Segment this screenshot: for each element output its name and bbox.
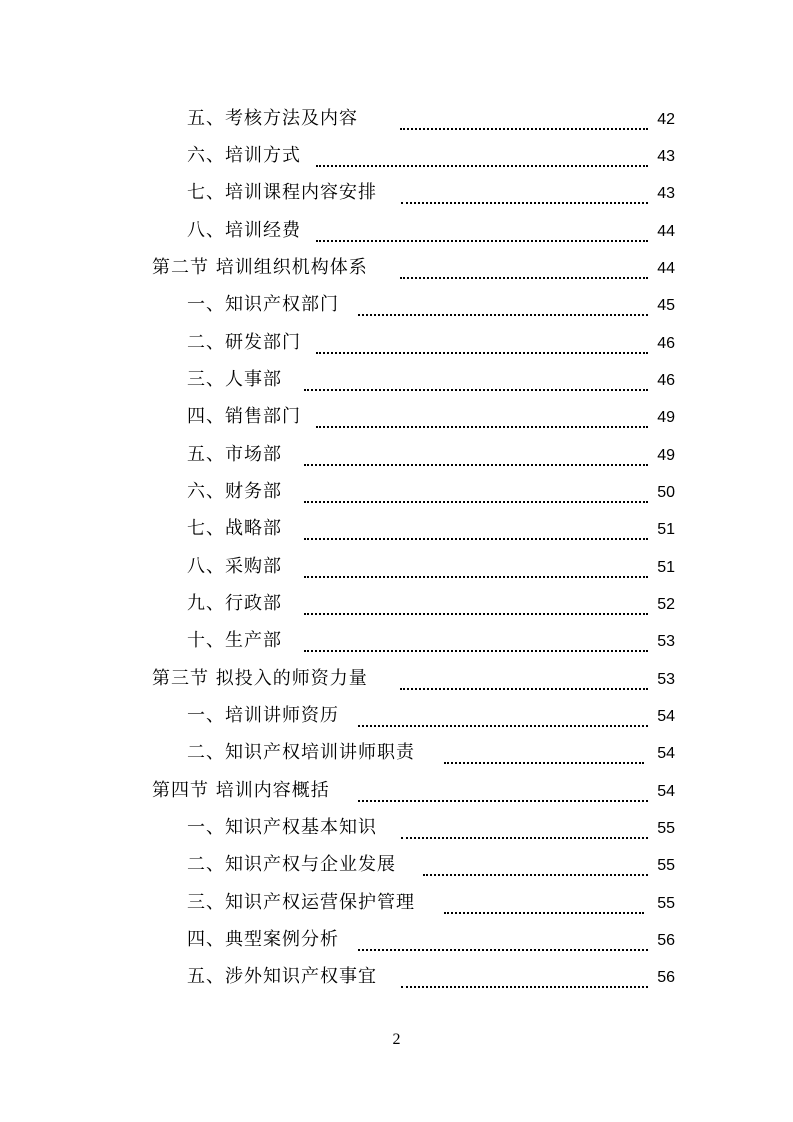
toc-leader-dots [304, 483, 648, 503]
toc-entry[interactable] [0, 552, 793, 582]
toc-leader-dots [304, 632, 648, 652]
toc-leader-dots [444, 894, 644, 914]
toc-leader-dots [316, 408, 648, 428]
toc-entry-title: 第二节 培训组织机构体系 [152, 257, 368, 278]
toc-leader-dots [444, 744, 644, 764]
toc-entry-title: 三、人事部 [187, 369, 282, 390]
toc-entry[interactable] [0, 626, 793, 656]
toc-entry-page: 55 [657, 857, 675, 874]
toc-leader-dots [401, 184, 648, 204]
toc-entry-page: 46 [657, 335, 675, 352]
toc-leader-dots [400, 259, 648, 279]
toc-entry-title: 八、培训经费 [187, 220, 301, 241]
toc-entry-title: 五、涉外知识产权事宜 [187, 966, 377, 987]
toc-entry[interactable] [0, 216, 793, 246]
toc-leader-dots [316, 334, 648, 354]
toc-leader-dots [400, 670, 648, 690]
toc-entry-title: 四、典型案例分析 [187, 929, 339, 950]
toc-entry-page: 51 [657, 559, 675, 576]
toc-entry-title: 第三节 拟投入的师资力量 [152, 668, 368, 689]
toc-entry[interactable] [0, 290, 793, 320]
toc-entry[interactable] [0, 402, 793, 432]
toc-entry-title: 五、考核方法及内容 [187, 108, 358, 129]
toc-entry[interactable] [0, 514, 793, 544]
toc-entry-title: 二、研发部门 [187, 332, 301, 353]
toc-entry-page: 56 [657, 932, 675, 949]
toc-leader-dots [304, 371, 648, 391]
toc-entry-title: 二、知识产权与企业发展 [187, 854, 396, 875]
toc-entry-page: 45 [657, 297, 675, 314]
toc-entry-page: 42 [657, 111, 675, 128]
toc-entry-page: 46 [657, 372, 675, 389]
toc-leader-dots [316, 147, 648, 167]
toc-entry[interactable] [0, 104, 793, 134]
toc-leader-dots [400, 110, 648, 130]
toc-entry-page: 55 [657, 820, 675, 837]
toc-entry-title: 七、战略部 [187, 518, 282, 539]
toc-entry-page: 43 [657, 148, 675, 165]
toc-entry-title: 八、采购部 [187, 556, 282, 577]
toc-entry-page: 55 [657, 895, 675, 912]
toc-leader-dots [304, 595, 648, 615]
toc-entry-page: 56 [657, 969, 675, 986]
toc-entry-page: 52 [657, 596, 675, 613]
toc-entry-title: 一、知识产权基本知识 [187, 817, 377, 838]
toc-entry[interactable] [0, 589, 793, 619]
toc-leader-dots [304, 520, 648, 540]
toc-entry-title: 五、市场部 [187, 444, 282, 465]
toc-section-entry[interactable] [0, 664, 793, 694]
toc-leader-dots [304, 446, 648, 466]
toc-entry-title: 三、知识产权运营保护管理 [187, 892, 415, 913]
toc-entry[interactable] [0, 925, 793, 955]
toc-entry-title: 四、销售部门 [187, 406, 301, 427]
page-number: 2 [392, 1031, 401, 1048]
toc-entry[interactable] [0, 365, 793, 395]
toc-entry[interactable] [0, 850, 793, 880]
toc-entry-page: 54 [657, 708, 675, 725]
toc-entry-title: 六、财务部 [187, 481, 282, 502]
toc-entry[interactable] [0, 328, 793, 358]
toc-entry-page: 49 [657, 409, 675, 426]
toc-entry[interactable] [0, 477, 793, 507]
toc-entry-page: 53 [657, 671, 675, 688]
toc-entry-page: 50 [657, 484, 675, 501]
toc-entry[interactable] [0, 141, 793, 171]
toc-entry-title: 七、培训课程内容安排 [187, 182, 377, 203]
toc-entry-page: 49 [657, 447, 675, 464]
toc-leader-dots [423, 856, 648, 876]
toc-entry-title: 十、生产部 [187, 630, 282, 651]
toc-entry-page: 53 [657, 633, 675, 650]
toc-entry-page: 44 [657, 223, 675, 240]
toc-leader-dots [358, 782, 648, 802]
toc-entry-title: 二、知识产权培训讲师职责 [187, 742, 415, 763]
toc-entry[interactable] [0, 738, 793, 768]
toc-entry-title: 九、行政部 [187, 593, 282, 614]
toc-entry[interactable] [0, 701, 793, 731]
toc-section-entry[interactable] [0, 776, 793, 806]
toc-leader-dots [401, 968, 648, 988]
toc-entry-page: 44 [657, 260, 675, 277]
toc-leader-dots [358, 931, 648, 951]
toc-leader-dots [304, 558, 648, 578]
toc-entry-page: 51 [657, 521, 675, 538]
toc-entry[interactable] [0, 962, 793, 992]
toc-leader-dots [358, 296, 648, 316]
toc-entry-page: 54 [657, 783, 675, 800]
toc-entry[interactable] [0, 440, 793, 470]
toc-entry-page: 43 [657, 185, 675, 202]
toc-leader-dots [401, 819, 648, 839]
toc-entry-page: 54 [657, 745, 675, 762]
toc-entry-title: 一、培训讲师资历 [187, 705, 339, 726]
toc-section-entry[interactable] [0, 253, 793, 283]
toc-entry-title: 六、培训方式 [187, 145, 301, 166]
toc-leader-dots [316, 222, 648, 242]
toc-leader-dots [358, 707, 648, 727]
toc-entry[interactable] [0, 813, 793, 843]
toc-entry-title: 一、知识产权部门 [187, 294, 339, 315]
toc-entry[interactable] [0, 178, 793, 208]
toc-entry[interactable] [0, 888, 793, 918]
toc-entry-title: 第四节 培训内容概括 [152, 780, 330, 801]
